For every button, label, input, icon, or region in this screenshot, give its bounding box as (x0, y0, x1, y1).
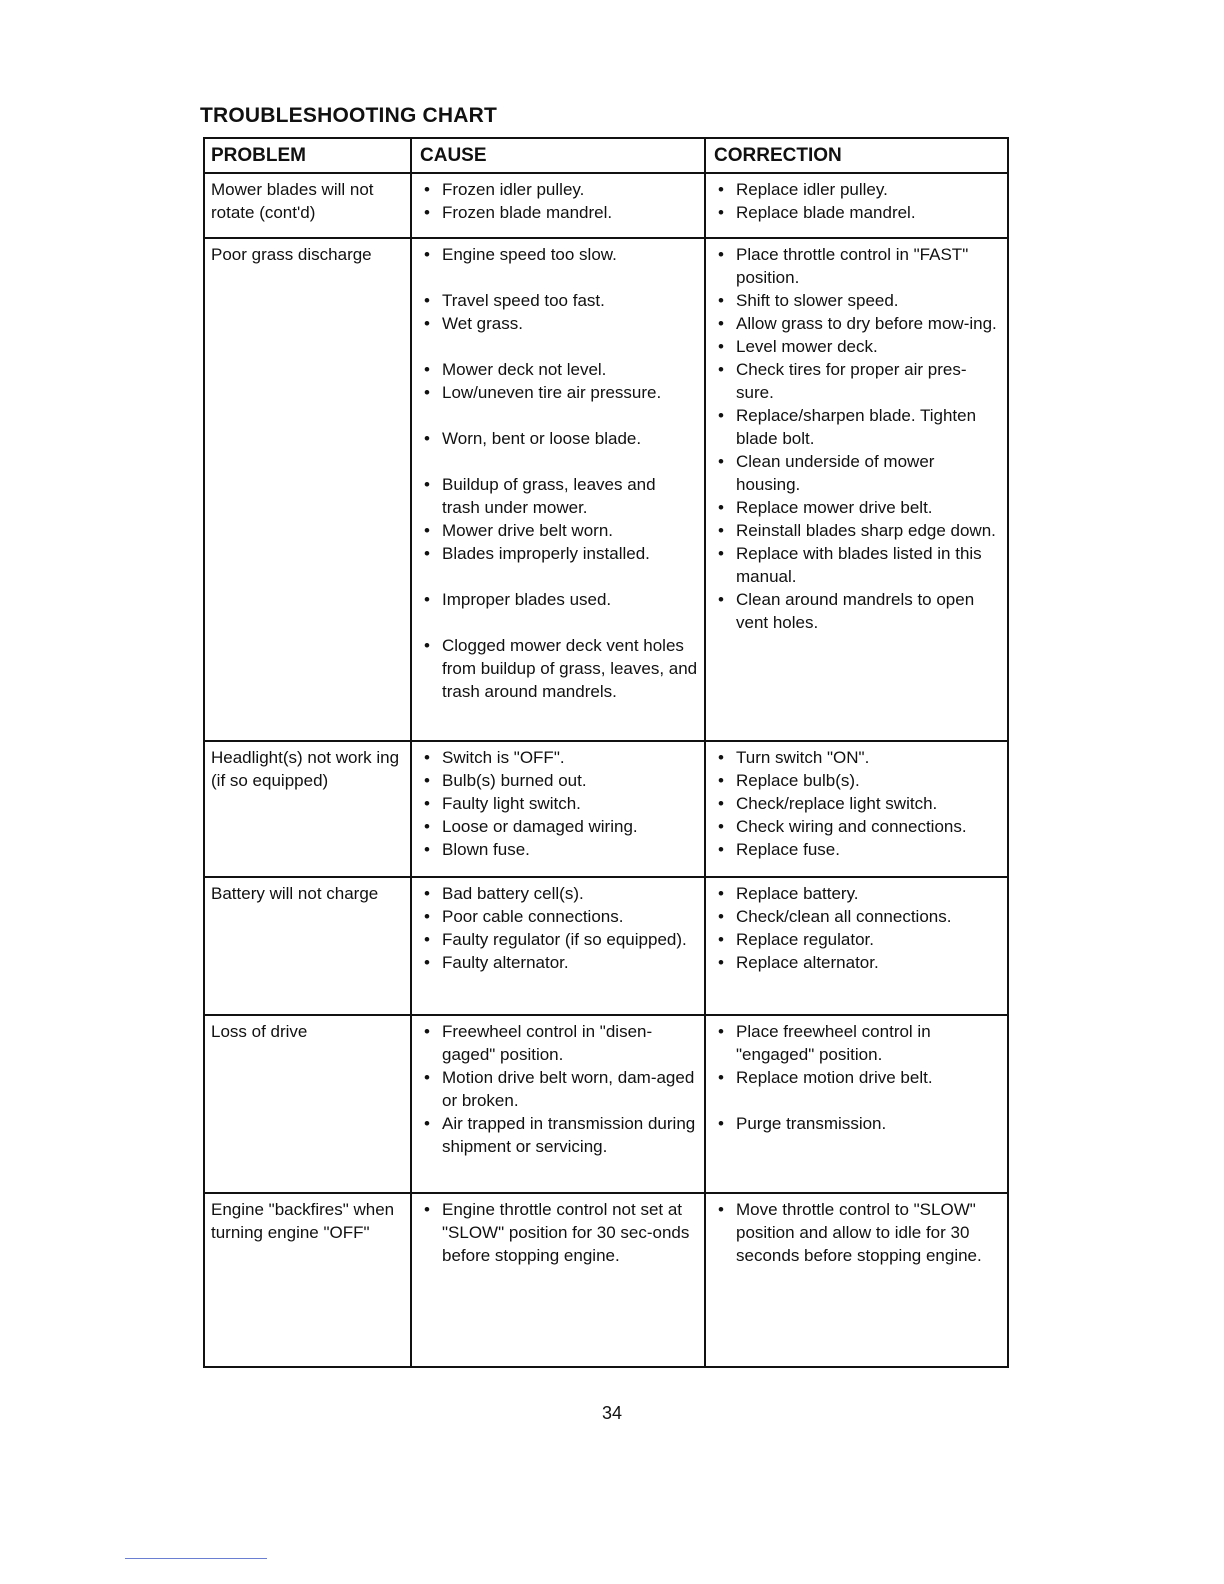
cause-item: • Faulty alternator. (420, 951, 698, 974)
cause-item: • Mower deck not level. (420, 358, 698, 381)
correction-item: • Replace motion drive belt. (714, 1066, 1001, 1089)
correction-item: • Purge transmission. (714, 1112, 1001, 1135)
correction-item: • Move throttle control to "SLOW" position and allow to idle for 30 seconds before stopping engine. (714, 1198, 1001, 1267)
correction-item: • Clean around mandrels to open vent holes. (714, 588, 1001, 634)
correction-item: • Reinstall blades sharp edge down. (714, 519, 1001, 542)
cause-list (420, 1198, 698, 1267)
cause-cell (412, 1016, 706, 1192)
cause-cell (412, 742, 706, 876)
correction-cell (706, 174, 1007, 237)
header-correction: CORRECTION (714, 145, 842, 166)
correction-list (714, 1020, 1001, 1135)
correction-item: • Clean underside of mower housing. (714, 450, 1001, 496)
correction-item: • Replace with blades listed in this manual. (714, 542, 1001, 588)
cause-item: • Bad battery cell(s). (420, 882, 698, 905)
correction-item: • Replace bulb(s). (714, 769, 1001, 792)
header-cause: CAUSE (412, 139, 706, 172)
problem-cell: Loss of drive (205, 1016, 412, 1192)
problem-cell: Headlight(s) not work ing (if so equipped) (205, 742, 412, 876)
correction-list (714, 882, 1001, 974)
problem-cell: Engine "backfires" when turning engine "OFF" (205, 1194, 412, 1366)
table-row (205, 1192, 1007, 1366)
correction-item: • Replace alternator. (714, 951, 1001, 974)
correction-item: • Check wiring and connections. (714, 815, 1001, 838)
page-title: TROUBLESHOOTING CHART (200, 104, 498, 127)
correction-list (714, 178, 1001, 224)
cause-item: • Engine throttle control not set at "SLOW" position for 30 sec-onds before stopping engine. (420, 1198, 698, 1267)
cause-list (420, 882, 698, 974)
correction-list (714, 746, 1001, 861)
cause-item: • Low/uneven tire air pressure. (420, 381, 698, 404)
cause-item: • Bulb(s) burned out. (420, 769, 698, 792)
cause-item: • Poor cable connections. (420, 905, 698, 928)
cause-item: • Improper blades used. (420, 588, 698, 611)
correction-cell (706, 239, 1007, 740)
correction-item: • Replace regulator. (714, 928, 1001, 951)
cause-cell (412, 239, 706, 740)
cause-list (420, 1020, 698, 1158)
footer-rule (125, 1558, 267, 1559)
correction-item: • Replace blade mandrel. (714, 201, 1001, 224)
correction-item: • Check tires for proper air pres-sure. (714, 358, 1001, 404)
correction-item: • Replace idler pulley. (714, 178, 1001, 201)
correction-item: • Place freewheel control in "engaged" position. (714, 1020, 1001, 1066)
correction-cell (706, 878, 1007, 1014)
cause-list (420, 746, 698, 861)
cause-list (420, 243, 698, 703)
correction-cell (706, 742, 1007, 876)
problem-cell: Mower blades will not rotate (cont'd) (205, 174, 412, 237)
cause-item: • Mower drive belt worn. (420, 519, 698, 542)
cause-item: • Blown fuse. (420, 838, 698, 861)
table-row (205, 237, 1007, 740)
correction-item: • Turn switch "ON". (714, 746, 1001, 769)
correction-list (714, 1198, 1001, 1267)
cause-cell (412, 1194, 706, 1366)
cause-item: • Engine speed too slow. (420, 243, 698, 266)
problem-cell: Battery will not charge (205, 878, 412, 1014)
cause-item: • Frozen idler pulley. (420, 178, 698, 201)
correction-item: • Shift to slower speed. (714, 289, 1001, 312)
table-row (205, 876, 1007, 1014)
cause-item: • Frozen blade mandrel. (420, 201, 698, 224)
cause-item: • Wet grass. (420, 312, 698, 335)
correction-item: • Check/clean all connections. (714, 905, 1001, 928)
cause-item: • Motion drive belt worn, dam-aged or broken. (420, 1066, 698, 1112)
table-row (205, 740, 1007, 876)
correction-cell (706, 1194, 1007, 1366)
correction-item: • Replace mower drive belt. (714, 496, 1001, 519)
cause-item: • Blades improperly installed. (420, 542, 698, 565)
cause-cell (412, 878, 706, 1014)
cause-item: • Faulty regulator (if so equipped). (420, 928, 698, 951)
cause-item: • Air trapped in transmission during shipment or servicing. (420, 1112, 698, 1158)
correction-item: • Place throttle control in "FAST" position. (714, 243, 1001, 289)
cause-cell (412, 174, 706, 237)
correction-item: • Replace/sharpen blade. Tighten blade bolt. (714, 404, 1001, 450)
cause-item: • Freewheel control in "disen-gaged" position. (420, 1020, 698, 1066)
cause-item: • Faulty light switch. (420, 792, 698, 815)
page-number: 34 (601, 1403, 623, 1423)
correction-item: • Replace fuse. (714, 838, 1001, 861)
cause-item: • Buildup of grass, leaves and trash under mower. (420, 473, 698, 519)
problem-cell: Poor grass discharge (205, 239, 412, 740)
correction-item: • Level mower deck. (714, 335, 1001, 358)
cause-item: • Travel speed too fast. (420, 289, 698, 312)
table-row (205, 1014, 1007, 1192)
cause-item: • Loose or damaged wiring. (420, 815, 698, 838)
cause-list (420, 178, 698, 224)
correction-item: • Allow grass to dry before mow-ing. (714, 312, 1001, 335)
correction-item: • Check/replace light switch. (714, 792, 1001, 815)
cause-item: • Worn, bent or loose blade. (420, 427, 698, 450)
cause-item: • Switch is "OFF". (420, 746, 698, 769)
table-row (205, 173, 1007, 237)
table-header-row (205, 139, 1007, 173)
troubleshooting-table (203, 137, 1009, 1368)
table-body (205, 173, 1007, 1366)
cause-item: • Clogged mower deck vent holes from buildup of grass, leaves, and trash around mandrels. (420, 634, 698, 703)
correction-list (714, 243, 1001, 634)
header-problem: PROBLEM (205, 139, 412, 172)
correction-item: • Replace battery. (714, 882, 1001, 905)
correction-cell (706, 1016, 1007, 1192)
